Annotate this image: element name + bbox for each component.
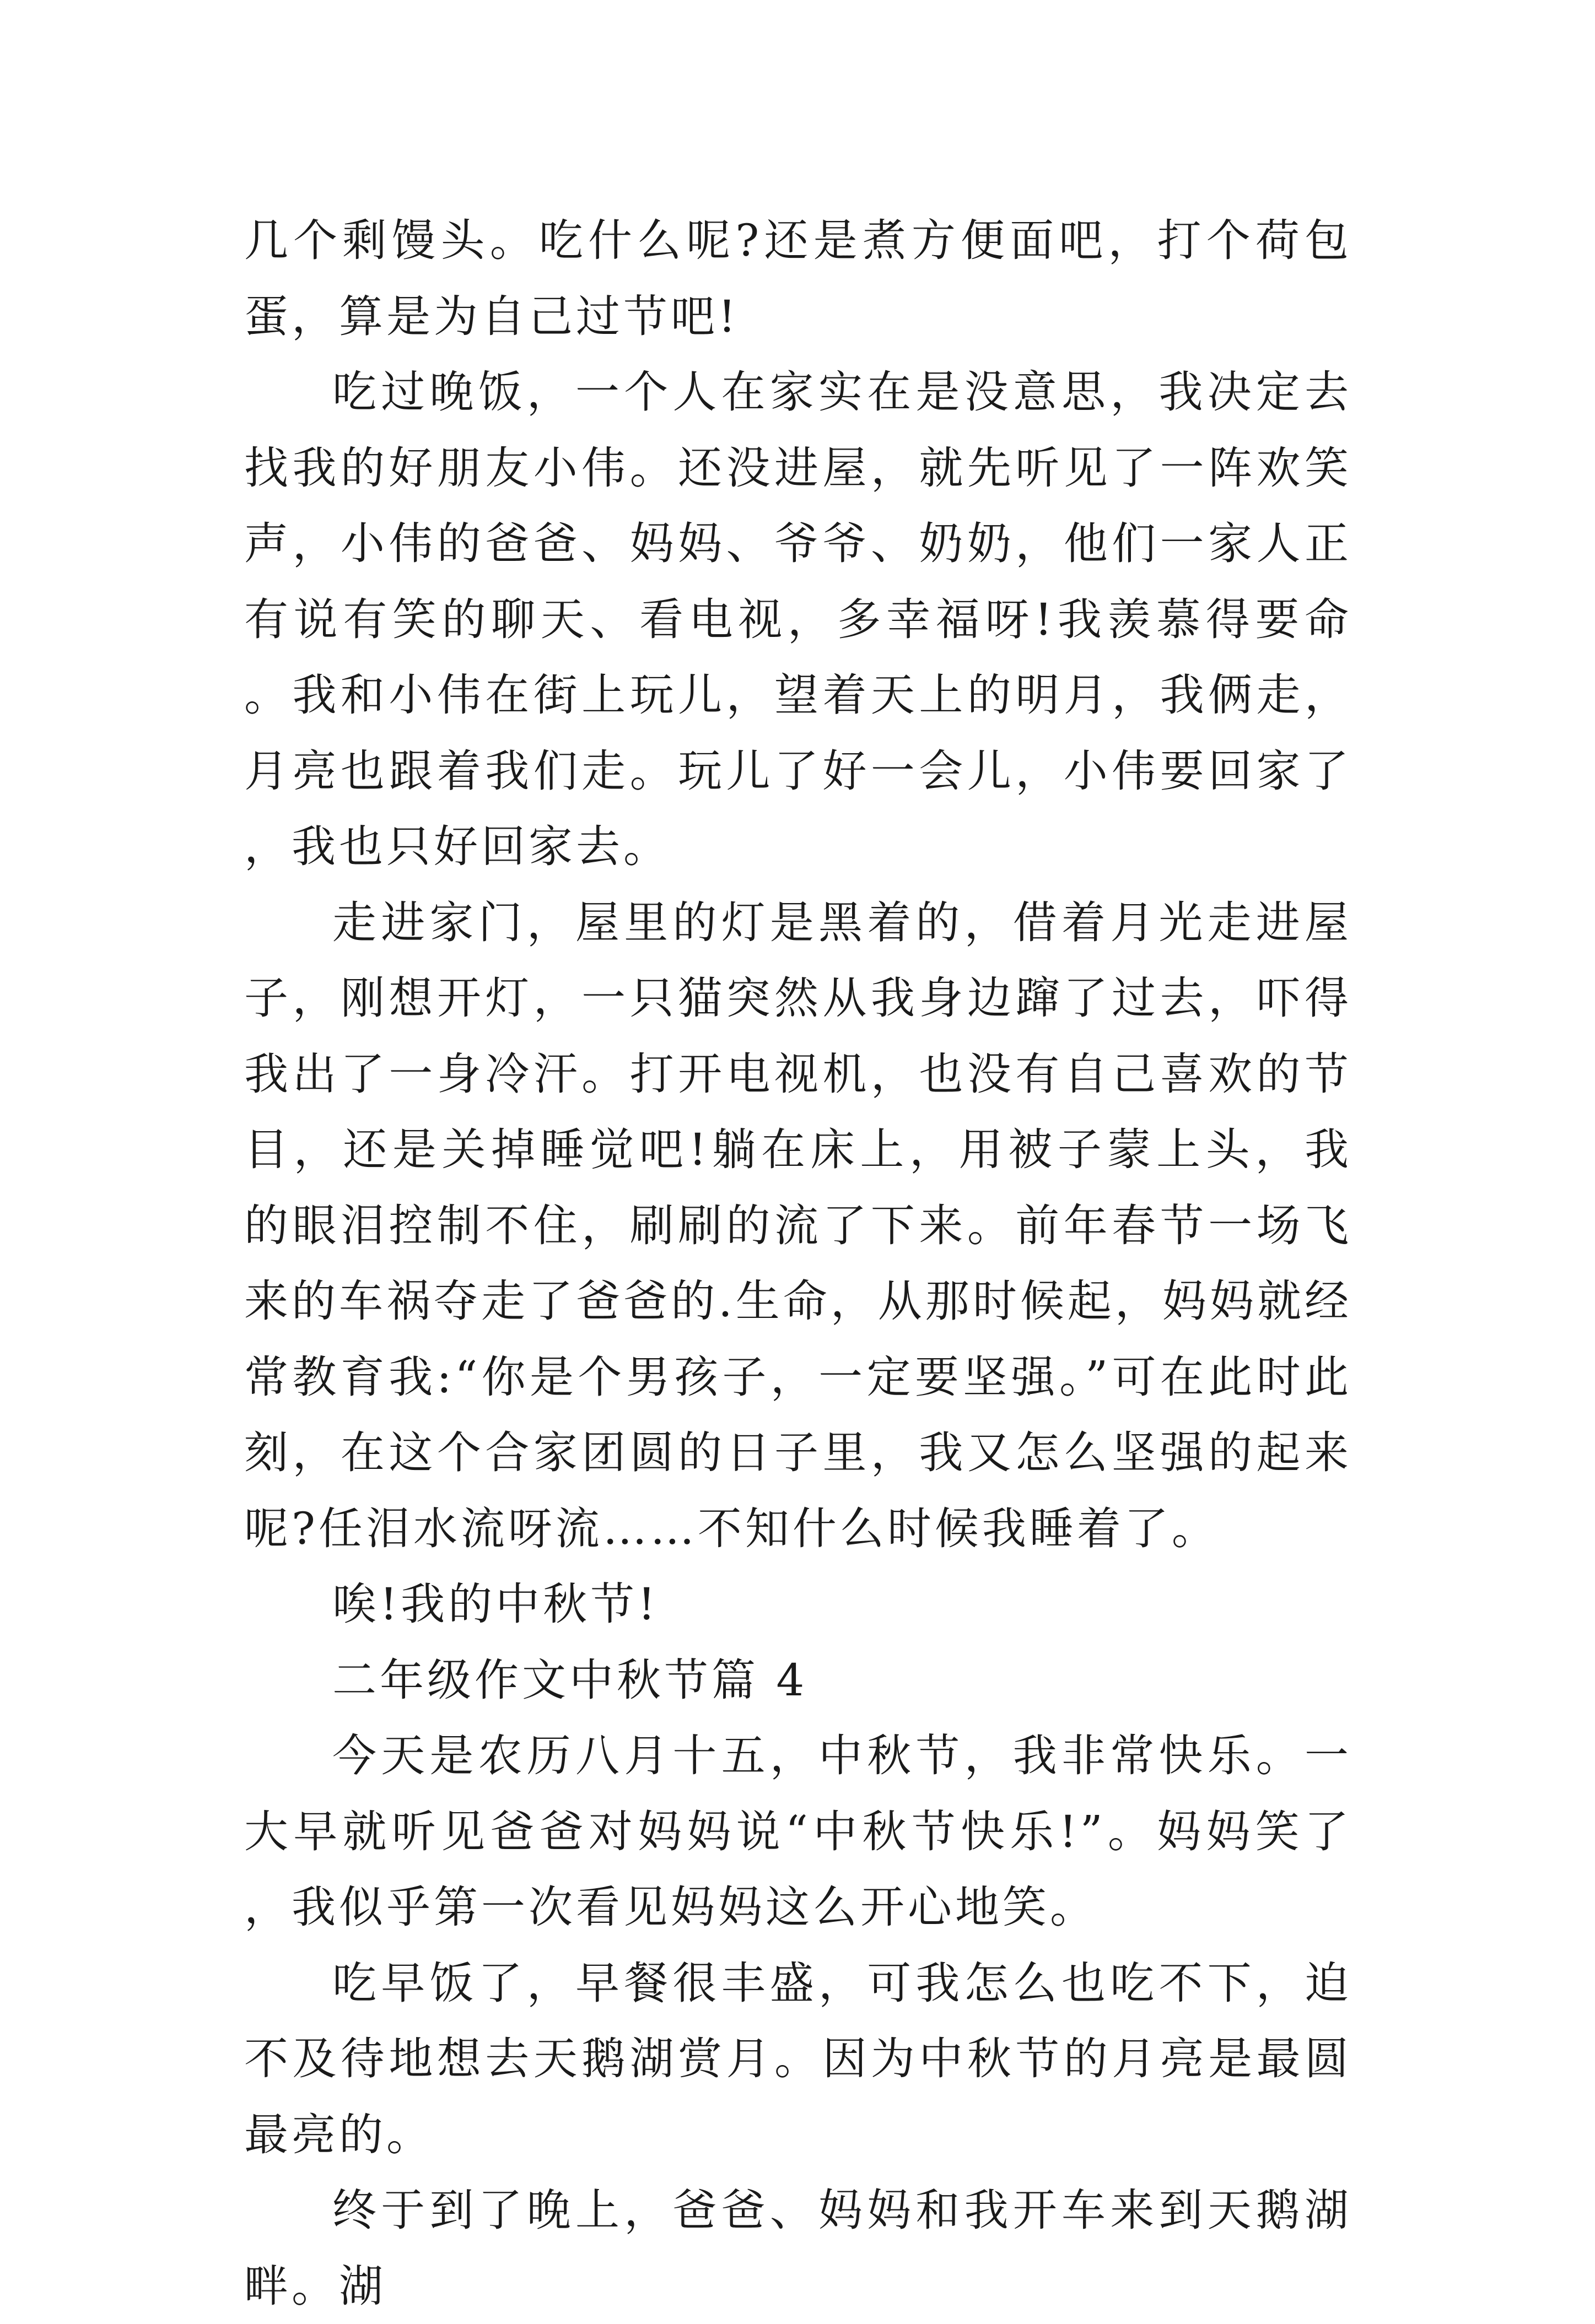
paragraph-3: 走进家门，屋里的灯是黑着的，借着月光走进屋子，刚想开灯，一只猫突然从我身边蹿了过去，吓得我出了一身冷汗。打开电视机，也没有自己喜欢的节目，还是关掉睡觉吧!躺在床上，用被子蒙上头，我的眼泪控制不住，刷刷的流了下来。前年春节一场飞来的车祸夺走了爸爸的.生命，从那时候起，妈妈就经常教育我:“你是个男孩子，一定要坚强。”可在此时此刻，在这个合家团圆的日子里，我又怎么坚强的起来呢?任泪水流呀流……不知什么时候我睡着了。 <box>244 896 1352 1554</box>
paragraph-5: 今天是农历八月十五，中秋节，我非常快乐。一大早就听见爸爸对妈妈说“中秋节快乐!”。妈妈笑了，我似乎第一次看见妈妈这么开心地笑。 <box>244 1730 1352 1933</box>
paragraph-7: 终于到了晚上，爸爸、妈妈和我开车来到天鹅湖畔。湖 <box>244 2185 1352 2312</box>
document-body <box>244 203 1352 2324</box>
paragraph-2: 吃过晚饭，一个人在家实在是没意思，我决定去找我的好朋友小伟。还没进屋，就先听见了一阵欢笑声，小伟的爸爸、妈妈、爷爷、奶奶，他们一家人正有说有笑的聊天、看电视，多幸福呀!我羡慕得要命。我和小伟在街上玩儿，望着天上的明月，我俩走，月亮也跟着我们走。玩儿了好一会儿，小伟要回家了，我也只好回家去。 <box>244 366 1352 872</box>
paragraph-1: 几个剩馒头。吃什么呢?还是煮方便面吧，打个荷包蛋，算是为自己过节吧! <box>244 215 1352 342</box>
paragraph-4: 唉!我的中秋节! <box>332 1579 659 1630</box>
section-heading: 二年级作文中秋节篇 4 <box>332 1654 808 1706</box>
paragraph-6: 吃早饭了，早餐很丰盛，可我怎么也吃不下，迫不及待地想去天鹅湖赏月。因为中秋节的月亮是最圆最亮的。 <box>244 1957 1352 2160</box>
